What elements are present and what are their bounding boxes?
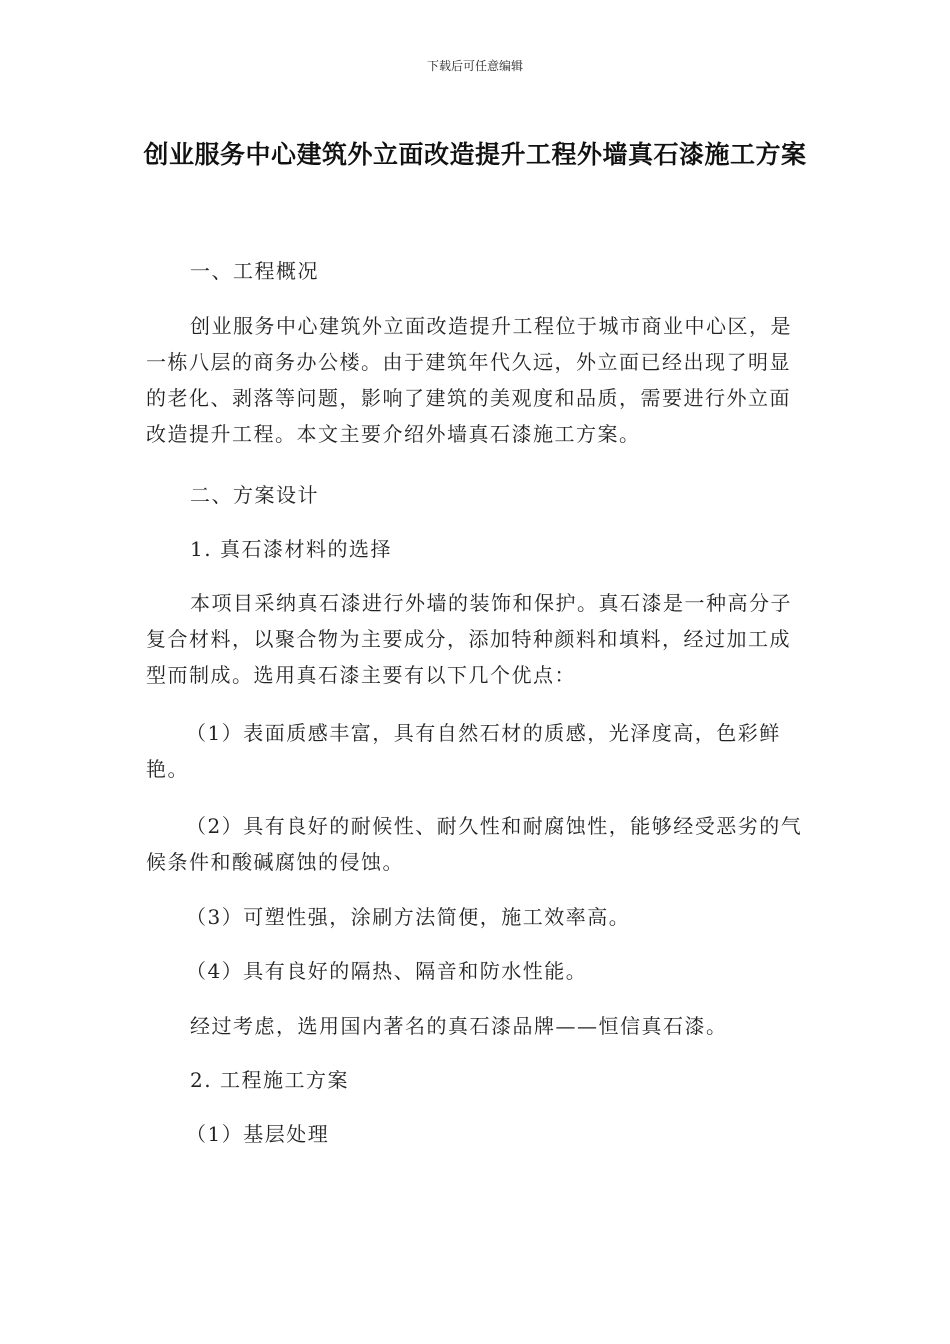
advantage-item-2: （2）具有良好的耐候性、耐久性和耐腐蚀性，能够经受恶劣的气候条件和酸碱腐蚀的侵蚀。	[146, 814, 803, 874]
overview-paragraph: 创业服务中心建筑外立面改造提升工程位于城市商业中心区，是一栋八层的商务办公楼。由于建筑年代久远，外立面已经出现了明显的老化、剥落等问题，影响了建筑的美观度和品质，需要进行外立面改造提升工程。本文主要介绍外墙真石漆施工方案。	[146, 314, 792, 446]
advantage-item-4: （4）具有良好的隔热、隔音和防水性能。	[186, 959, 588, 983]
subheading-material: 1. 真石漆材料的选择	[190, 537, 392, 561]
header-note: 下载后可任意编辑	[426, 59, 523, 73]
conclusion-paragraph: 经过考虑，选用国内著名的真石漆品牌——恒信真石漆。	[190, 1014, 728, 1038]
section-heading-overview: 一、工程概况	[190, 259, 319, 283]
advantage-item-3: （3）可塑性强，涂刷方法简便，施工效率高。	[186, 905, 631, 929]
document-title: 创业服务中心建筑外立面改造提升工程外墙真石漆施工方案	[143, 140, 807, 169]
subheading-construction: 2. 工程施工方案	[190, 1068, 349, 1092]
advantage-item-1: （1）表面质感丰富，具有自然石材的质感，光泽度高，色彩鲜艳。	[146, 721, 781, 781]
section-heading-design: 二、方案设计	[190, 483, 319, 507]
material-paragraph: 本项目采纳真石漆进行外墙的装饰和保护。真石漆是一种高分子复合材料，以聚合物为主要成分，添加特种颜料和填料，经过加工成型而制成。选用真石漆主要有以下几个优点：	[146, 591, 792, 687]
construction-item-1: （1）基层处理	[186, 1122, 330, 1146]
